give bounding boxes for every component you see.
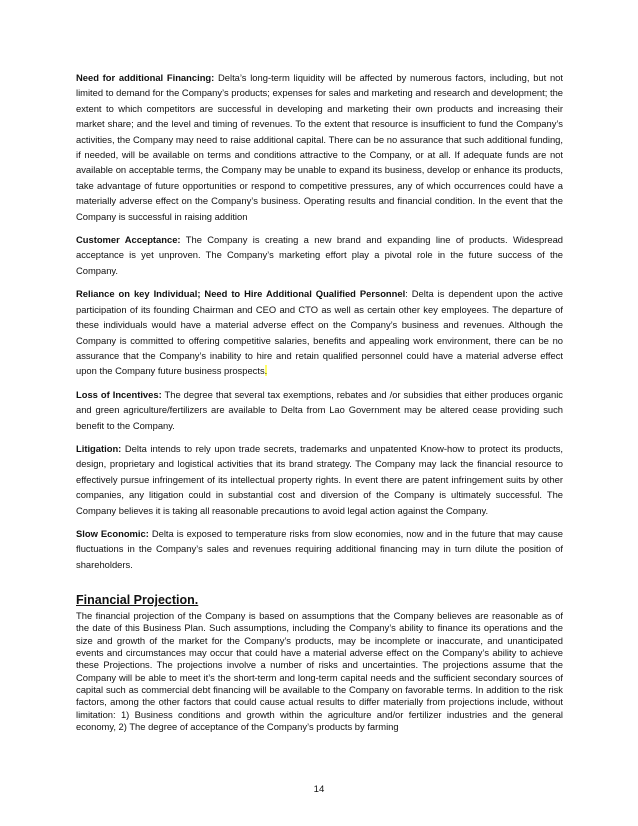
paragraph-loss-of-incentives [76,387,563,433]
paragraph-heading: Reliance on key Individual; Need to Hire Additional Qualified Personnel [76,288,406,300]
paragraph-heading: Customer Acceptance: [76,234,181,246]
paragraph-text: : Delta is dependent upon the active participation of its founding Chairman and CEO and CTO as well as certain other key employees. The departure of these individuals would have a material adverse effect on the Company’s business and revenues. Although the Company is committed to offering competitive salaries, benefits and appealing work environment, there can be no assurance that the Company’s inability to hire and retain qualified personnel could have a material adverse effect upon the Company future business prospects [76,288,563,377]
paragraph-text: The degree that several tax exemptions, rebates and /or subsidies that either produces organic and green agriculture/fertilizers are available to Delta from Lao Government may be altered cease providing such benefit to the Company. [76,388,563,431]
highlight-mark: . [264,365,268,377]
document-page [76,70,563,733]
paragraph-text: The Company is creating a new brand and expanding line of products. Widespread acceptance is yet unproven. The Company’s marketing effort play a pivotal role in the future success of the Company. [76,234,564,276]
paragraph-customer-acceptance [76,232,563,278]
paragraph-text: Delta’s long-term liquidity will be affected by numerous factors, including, but not limited to demand for the Company’s products; expenses for sales and marketing and research and development; the extent to which competitors are successful in developing and marketing their own products and increasing their market share; and the level and timing of revenues. To the extent that resource is insufficient to fund the Company’s activities, the Company may need to raise additional capital. There can be no assurance that such additional funding, if needed, will be available on terms and conditions attractive to the Company, or at all. If adequate funds are not available on acceptable terms, the Company may be unable to expand its business, develop or enhance its products, take advantage of future opportunities or respond to competitive pressures, any of which occurrences could have a materially adverse effect on the Company’s business. Operating results and financial condition. In the event that the Company is successful in raising addition [76,72,563,222]
paragraph-text: Delta is exposed to temperature risks from slow economies, now and in the future that may cause fluctuations in the Company’s sales and revenues requiring additional financing may in turn dilute the position of shareholders. [76,527,563,570]
paragraph-litigation [76,441,563,518]
paragraph-heading: Loss of Incentives: [76,388,162,400]
paragraph-slow-economic [76,526,563,572]
section-title-financial-projection: Financial Projection. [76,593,199,608]
page-number: 14 [313,784,325,795]
paragraph-heading: Need for additional Financing: [76,72,215,83]
paragraph-need-for-financing [76,70,563,224]
paragraph-heading: Litigation: [76,442,122,454]
paragraph-text: Delta intends to rely upon trade secrets, trademarks and unpatented Know-how to protect its products, design, proprietary and logistical activities that its brand strategy. The Company may lack the financial resource to effectively pursue infringement of its intellectual property rights. In event there are patent infringement suits by other companies, any litigation could in substantial cost and diversion of the Company is ultimately successful. The Company believes it is taking all reasonable precautions to avoid legal action against the Company. [76,442,563,516]
paragraph-reliance-key-individual [76,286,563,378]
paragraph-heading: Slow Economic: [76,527,149,539]
financial-projection-text: The financial projection of the Company is based on assumptions that the Company believes are reasonable as of the date of this Business Plan. Such assumptions, including the Company’s ability to finance its operations and the size and growth of the market for the Company’s products, may be incomplete or inaccurate, and unanticipated events and circumstances may occur that could have a material adverse effect on the Company’s ability to achieve these Projections. The projections involve a number of risks and uncertainties. The projections assume that the Company will be able to meet it’s the short-term and long-term capital needs and the sufficient secondary sources of capital such as commercial debt financing will be available to the Company on favorable terms. In addition to the risk factors, among the other factors that could cause actual results to differ materially from projections include, without limitation: 1) Business conditions and growth within the agriculture and/or fertilizer industries and the general economy, 2) The degree of acceptance of the Company’s products by farming [76,610,563,732]
